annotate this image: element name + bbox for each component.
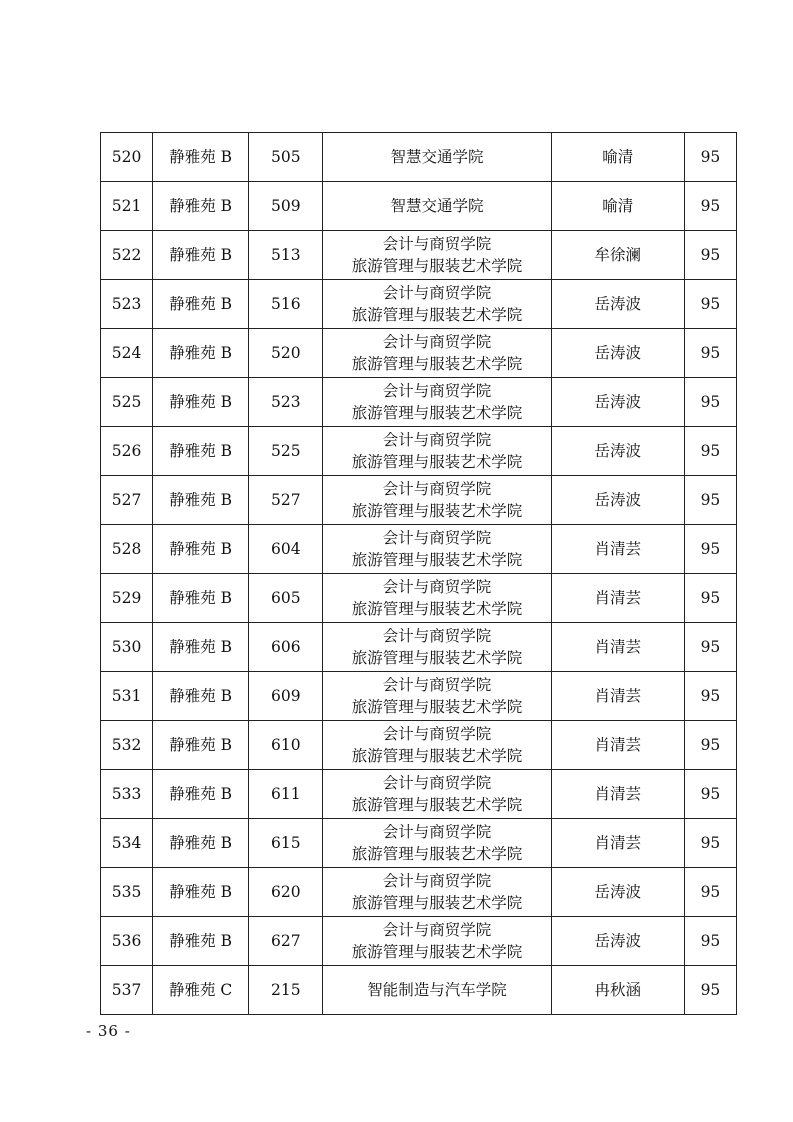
room-cell: 525 <box>249 427 323 476</box>
table-row <box>101 133 737 182</box>
row-number-cell: 535 <box>101 868 153 917</box>
score-cell: 95 <box>684 966 736 1015</box>
row-number-cell: 530 <box>101 623 153 672</box>
inspector-cell: 喻清 <box>551 133 684 182</box>
table-row <box>101 819 737 868</box>
table-row <box>101 329 737 378</box>
college-cell <box>323 378 551 427</box>
college-name: 会计与商贸学院 <box>382 480 492 498</box>
room-cell: 610 <box>249 721 323 770</box>
row-number-cell: 534 <box>101 819 153 868</box>
room-cell: 516 <box>249 280 323 329</box>
table-row <box>101 770 737 819</box>
college-cell <box>323 868 551 917</box>
college-name: 会计与商贸学院 <box>382 921 492 939</box>
score-cell: 95 <box>684 427 736 476</box>
college-name: 旅游管理与服装艺术学院 <box>351 747 523 765</box>
building-cell: 静雅苑 B <box>153 231 249 280</box>
room-cell: 523 <box>249 378 323 427</box>
inspector-cell: 肖清芸 <box>551 525 684 574</box>
score-cell: 95 <box>684 868 736 917</box>
college-cell <box>323 133 551 182</box>
score-cell: 95 <box>684 378 736 427</box>
inspector-cell: 肖清芸 <box>551 819 684 868</box>
row-number-cell: 524 <box>101 329 153 378</box>
college-name: 旅游管理与服装艺术学院 <box>351 943 523 961</box>
building-cell: 静雅苑 B <box>153 574 249 623</box>
score-cell: 95 <box>684 770 736 819</box>
table-row <box>101 476 737 525</box>
room-cell: 605 <box>249 574 323 623</box>
room-cell: 615 <box>249 819 323 868</box>
room-cell: 527 <box>249 476 323 525</box>
inspector-cell: 岳涛波 <box>551 476 684 525</box>
college-name: 会计与商贸学院 <box>382 284 492 302</box>
college-cell <box>323 721 551 770</box>
table-row <box>101 966 737 1015</box>
inspector-cell: 岳涛波 <box>551 917 684 966</box>
building-cell: 静雅苑 B <box>153 917 249 966</box>
row-number-cell: 533 <box>101 770 153 819</box>
score-cell: 95 <box>684 672 736 721</box>
college-name: 旅游管理与服装艺术学院 <box>351 502 523 520</box>
table-row <box>101 721 737 770</box>
college-cell <box>323 574 551 623</box>
row-number-cell: 532 <box>101 721 153 770</box>
inspector-cell: 岳涛波 <box>551 280 684 329</box>
room-cell: 609 <box>249 672 323 721</box>
inspector-cell: 肖清芸 <box>551 574 684 623</box>
table-row <box>101 378 737 427</box>
score-cell: 95 <box>684 574 736 623</box>
college-name: 会计与商贸学院 <box>382 774 492 792</box>
building-cell: 静雅苑 B <box>153 378 249 427</box>
table-row <box>101 672 737 721</box>
row-number-cell: 520 <box>101 133 153 182</box>
table-row <box>101 868 737 917</box>
building-cell: 静雅苑 B <box>153 329 249 378</box>
inspector-cell: 岳涛波 <box>551 329 684 378</box>
row-number-cell: 527 <box>101 476 153 525</box>
score-cell: 95 <box>684 329 736 378</box>
inspector-cell: 岳涛波 <box>551 378 684 427</box>
college-name: 旅游管理与服装艺术学院 <box>351 306 523 324</box>
building-cell: 静雅苑 B <box>153 182 249 231</box>
college-name: 会计与商贸学院 <box>382 333 492 351</box>
college-name: 智慧交通学院 <box>390 197 484 215</box>
college-name: 旅游管理与服装艺术学院 <box>351 257 523 275</box>
college-name: 旅游管理与服装艺术学院 <box>351 355 523 373</box>
score-cell: 95 <box>684 721 736 770</box>
college-cell <box>323 819 551 868</box>
score-cell: 95 <box>684 525 736 574</box>
table-row <box>101 525 737 574</box>
college-cell <box>323 476 551 525</box>
college-name: 旅游管理与服装艺术学院 <box>351 649 523 667</box>
college-cell <box>323 427 551 476</box>
college-cell <box>323 231 551 280</box>
building-cell: 静雅苑 B <box>153 623 249 672</box>
row-number-cell: 521 <box>101 182 153 231</box>
building-cell: 静雅苑 B <box>153 133 249 182</box>
room-cell: 611 <box>249 770 323 819</box>
score-cell: 95 <box>684 280 736 329</box>
inspector-cell: 喻清 <box>551 182 684 231</box>
score-cell: 95 <box>684 182 736 231</box>
inspector-cell: 岳涛波 <box>551 427 684 476</box>
room-cell: 509 <box>249 182 323 231</box>
college-name: 旅游管理与服装艺术学院 <box>351 404 523 422</box>
score-cell: 95 <box>684 819 736 868</box>
table-row <box>101 280 737 329</box>
table-body <box>101 133 737 1015</box>
college-name: 旅游管理与服装艺术学院 <box>351 845 523 863</box>
college-name: 旅游管理与服装艺术学院 <box>351 453 523 471</box>
room-cell: 520 <box>249 329 323 378</box>
table-row <box>101 917 737 966</box>
row-number-cell: 537 <box>101 966 153 1015</box>
building-cell: 静雅苑 B <box>153 476 249 525</box>
row-number-cell: 526 <box>101 427 153 476</box>
college-name: 会计与商贸学院 <box>382 872 492 890</box>
college-cell <box>323 525 551 574</box>
college-name: 旅游管理与服装艺术学院 <box>351 600 523 618</box>
score-cell: 95 <box>684 917 736 966</box>
room-cell: 627 <box>249 917 323 966</box>
college-name: 旅游管理与服装艺术学院 <box>351 796 523 814</box>
room-cell: 215 <box>249 966 323 1015</box>
college-name: 旅游管理与服装艺术学院 <box>351 894 523 912</box>
inspector-cell: 岳涛波 <box>551 868 684 917</box>
table-row <box>101 427 737 476</box>
college-name: 会计与商贸学院 <box>382 431 492 449</box>
inspector-cell: 冉秋涵 <box>551 966 684 1015</box>
college-name: 智慧交通学院 <box>390 148 484 166</box>
score-cell: 95 <box>684 623 736 672</box>
room-cell: 604 <box>249 525 323 574</box>
college-name: 智能制造与汽车学院 <box>367 981 507 999</box>
college-cell <box>323 280 551 329</box>
college-cell <box>323 917 551 966</box>
college-name: 旅游管理与服装艺术学院 <box>351 698 523 716</box>
room-cell: 606 <box>249 623 323 672</box>
building-cell: 静雅苑 B <box>153 427 249 476</box>
room-cell: 513 <box>249 231 323 280</box>
college-name: 会计与商贸学院 <box>382 382 492 400</box>
building-cell: 静雅苑 B <box>153 672 249 721</box>
college-cell <box>323 329 551 378</box>
college-cell <box>323 672 551 721</box>
inspector-cell: 肖清芸 <box>551 770 684 819</box>
inspector-cell: 肖清芸 <box>551 672 684 721</box>
table-row <box>101 574 737 623</box>
inspector-cell: 牟徐澜 <box>551 231 684 280</box>
college-cell <box>323 182 551 231</box>
table-row <box>101 231 737 280</box>
college-cell <box>323 770 551 819</box>
college-name: 会计与商贸学院 <box>382 529 492 547</box>
college-name: 会计与商贸学院 <box>382 823 492 841</box>
row-number-cell: 522 <box>101 231 153 280</box>
room-cell: 620 <box>249 868 323 917</box>
inspector-cell: 肖清芸 <box>551 623 684 672</box>
row-number-cell: 525 <box>101 378 153 427</box>
college-name: 会计与商贸学院 <box>382 578 492 596</box>
building-cell: 静雅苑 B <box>153 770 249 819</box>
building-cell: 静雅苑 C <box>153 966 249 1015</box>
building-cell: 静雅苑 B <box>153 525 249 574</box>
college-cell <box>323 623 551 672</box>
college-name: 会计与商贸学院 <box>382 627 492 645</box>
row-number-cell: 523 <box>101 280 153 329</box>
score-cell: 95 <box>684 231 736 280</box>
page-number: - 36 - <box>86 1022 131 1040</box>
score-cell: 95 <box>684 133 736 182</box>
college-name: 会计与商贸学院 <box>382 725 492 743</box>
building-cell: 静雅苑 B <box>153 280 249 329</box>
college-cell <box>323 966 551 1015</box>
row-number-cell: 536 <box>101 917 153 966</box>
inspector-cell: 肖清芸 <box>551 721 684 770</box>
table-row <box>101 623 737 672</box>
dorm-score-table <box>100 132 737 1015</box>
college-name: 会计与商贸学院 <box>382 235 492 253</box>
score-cell: 95 <box>684 476 736 525</box>
building-cell: 静雅苑 B <box>153 721 249 770</box>
room-cell: 505 <box>249 133 323 182</box>
table-row <box>101 182 737 231</box>
college-name: 旅游管理与服装艺术学院 <box>351 551 523 569</box>
row-number-cell: 528 <box>101 525 153 574</box>
building-cell: 静雅苑 B <box>153 819 249 868</box>
building-cell: 静雅苑 B <box>153 868 249 917</box>
row-number-cell: 531 <box>101 672 153 721</box>
row-number-cell: 529 <box>101 574 153 623</box>
college-name: 会计与商贸学院 <box>382 676 492 694</box>
